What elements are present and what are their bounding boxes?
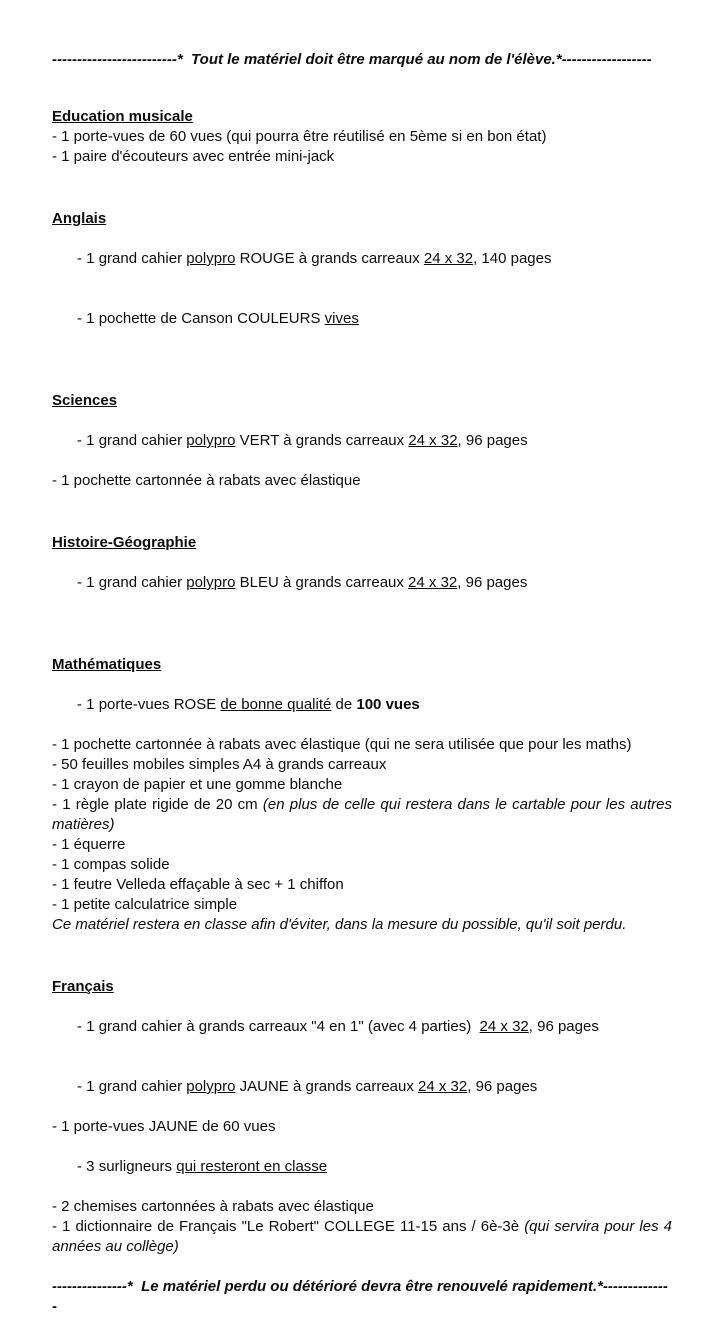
section-heading: Histoire-Géographie bbox=[52, 534, 197, 551]
text-run: - 2 chemises cartonnées à rabats avec élastique bbox=[52, 1198, 374, 1215]
text-run: - 1 crayon de papier et une gomme blanche bbox=[52, 776, 343, 793]
list-item bbox=[52, 289, 672, 349]
text-run: - 1 pochette cartonnée à rabats avec élastique (qui ne sera utilisée que pour les maths) bbox=[52, 736, 632, 753]
list-item bbox=[52, 835, 672, 855]
header-notice: -------------------------* Tout le matériel doit être marqué au nom de l'élève.*------------------ bbox=[52, 51, 652, 68]
text-run: polypro bbox=[186, 432, 236, 449]
section-histoire-geographie bbox=[52, 533, 672, 613]
section-francais bbox=[52, 977, 672, 1257]
section-heading: Français bbox=[52, 978, 114, 995]
text-run: polypro bbox=[186, 1078, 236, 1095]
list-item bbox=[52, 229, 672, 289]
list-item bbox=[52, 1137, 672, 1197]
text-run: - 3 surligneurs bbox=[77, 1158, 177, 1175]
list-item bbox=[52, 1217, 672, 1257]
list-item bbox=[52, 1057, 672, 1117]
text-run: Ce matériel restera en classe afin d'éviter, dans la mesure du possible, qu'il soit perdu. bbox=[52, 916, 627, 933]
text-run: (qui servira pour les 4 années au collège) bbox=[52, 1218, 672, 1255]
text-run: - 1 pochette cartonnée à rabats avec élastique bbox=[52, 472, 361, 489]
list-item bbox=[52, 997, 672, 1057]
list-item bbox=[52, 795, 672, 835]
text-run: , 96 pages bbox=[457, 432, 528, 449]
text-run: (en plus de celle qui restera dans le cartable pour les autres matières) bbox=[52, 796, 672, 833]
text-run: - 1 feutre Velleda effaçable à sec + 1 chiffon bbox=[52, 876, 344, 893]
section-sciences bbox=[52, 391, 672, 491]
text-run: de bbox=[331, 696, 357, 713]
list-item bbox=[52, 1197, 672, 1217]
text-run: - 1 porte-vues de 60 vues (qui pourra être réutilisé en 5ème si en bon état) bbox=[52, 128, 547, 145]
section-heading: Sciences bbox=[52, 392, 118, 409]
section-heading: Anglais bbox=[52, 210, 107, 227]
text-run: 100 vues bbox=[356, 696, 420, 713]
section-heading: Education musicale bbox=[52, 108, 193, 125]
text-run: polypro bbox=[186, 574, 236, 591]
section-heading: Mathématiques bbox=[52, 656, 162, 673]
text-run: , 96 pages bbox=[457, 574, 528, 591]
text-run: 24 x 32 bbox=[408, 432, 458, 449]
text-run: vives bbox=[324, 310, 359, 327]
text-run: BLEU à grands carreaux bbox=[235, 574, 409, 591]
text-run: JAUNE à grands carreaux bbox=[235, 1078, 419, 1095]
text-run: - 1 grand cahier bbox=[77, 1078, 187, 1095]
text-run: de bonne qualité bbox=[220, 696, 332, 713]
text-run: - 1 dictionnaire de Français "Le Robert" COLLEGE 11-15 ans / 6è-3è bbox=[52, 1218, 525, 1235]
text-run: 24 x 32 bbox=[479, 1018, 529, 1035]
section-education-musicale bbox=[52, 107, 672, 167]
text-run: polypro bbox=[186, 250, 236, 267]
text-run: - 1 pochette de Canson COULEURS bbox=[77, 310, 325, 327]
list-item bbox=[52, 735, 672, 755]
text-run: - 1 grand cahier bbox=[77, 574, 187, 591]
text-run: VERT à grands carreaux bbox=[235, 432, 409, 449]
list-item bbox=[52, 755, 672, 775]
text-run: - 1 équerre bbox=[52, 836, 126, 853]
text-run: - 1 grand cahier bbox=[77, 250, 187, 267]
note-text bbox=[52, 915, 672, 935]
text-run: - 1 porte-vues ROSE bbox=[77, 696, 221, 713]
list-item bbox=[52, 895, 672, 915]
text-run: - 1 règle plate rigide de 20 cm bbox=[52, 796, 263, 813]
section-anglais bbox=[52, 209, 672, 349]
list-item bbox=[52, 1117, 672, 1137]
text-run: 24 x 32 bbox=[408, 574, 458, 591]
text-run: - 1 compas solide bbox=[52, 856, 170, 873]
footer-notice: ---------------* Le matériel perdu ou détérioré devra être renouvelé rapidement.*-------------- bbox=[52, 1278, 668, 1315]
text-run: - 1 grand cahier bbox=[77, 432, 187, 449]
text-run: , 96 pages bbox=[528, 1018, 599, 1035]
text-run: qui resteront en classe bbox=[176, 1158, 328, 1175]
list-item bbox=[52, 775, 672, 795]
list-item bbox=[52, 875, 672, 895]
list-item bbox=[52, 411, 672, 471]
text-run: 24 x 32 bbox=[423, 250, 474, 267]
list-item bbox=[52, 855, 672, 875]
text-run: , 96 pages bbox=[467, 1078, 538, 1095]
list-item bbox=[52, 471, 672, 491]
text-run: - 1 grand cahier à grands carreaux "4 en 1" (avec 4 parties) bbox=[77, 1018, 480, 1035]
text-run: 24 x 32 bbox=[418, 1078, 468, 1095]
list-item bbox=[52, 147, 672, 167]
text-run: ROUGE à grands carreaux bbox=[235, 250, 424, 267]
text-run: - 1 paire d'écouteurs avec entrée mini-jack bbox=[52, 148, 335, 165]
text-run: - 50 feuilles mobiles simples A4 à grands carreaux bbox=[52, 756, 387, 773]
text-run: - 1 porte-vues JAUNE de 60 vues bbox=[52, 1118, 276, 1135]
list-item bbox=[52, 553, 672, 613]
text-run: , 140 pages bbox=[473, 250, 552, 267]
list-item bbox=[52, 675, 672, 735]
section-mathematiques bbox=[52, 655, 672, 935]
text-run: - 1 petite calculatrice simple bbox=[52, 896, 238, 913]
list-item bbox=[52, 127, 672, 147]
